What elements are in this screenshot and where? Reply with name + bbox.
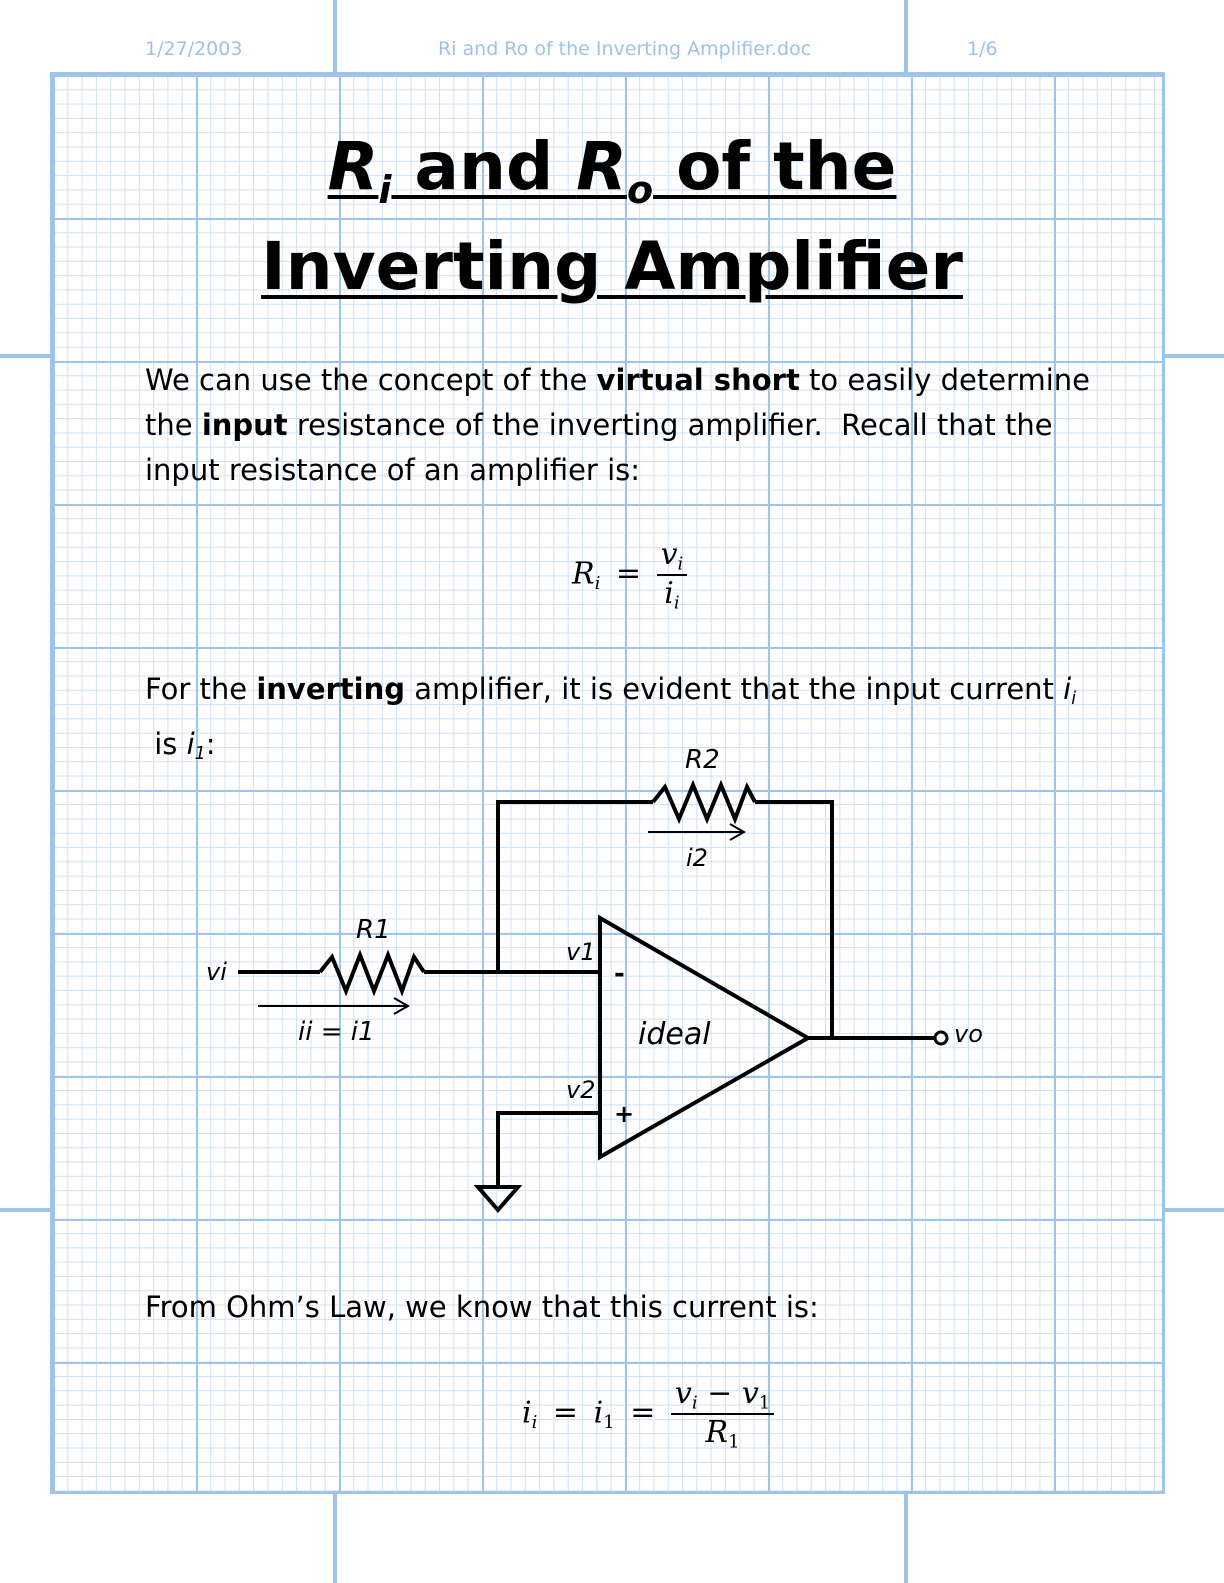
label-ideal: ideal	[638, 1017, 711, 1052]
para1-text-1: We can use the concept of the	[145, 363, 597, 397]
eq2-i-sub: i	[531, 1411, 538, 1433]
resistor-r1-icon	[320, 955, 424, 991]
eq2-i1-sub: 1	[603, 1411, 615, 1433]
para2-text-4: :	[205, 727, 216, 762]
para2-var-i: i	[1063, 672, 1072, 706]
para2-text-3: is	[145, 727, 187, 762]
eq1-den-sub: i	[673, 592, 680, 614]
para1-text-3: resistance of the inverting amplifier. Recall that the input resistance of an amplifier is:	[145, 408, 1062, 487]
label-minus: -	[614, 959, 625, 989]
header-date: 1/27/2003	[145, 38, 243, 60]
eq1-num-sub: i	[677, 553, 684, 575]
eq1-num-v: v	[660, 537, 678, 572]
para2-bold-inverting: inverting	[256, 672, 406, 706]
eq2-num-v1: v	[741, 1376, 759, 1411]
output-terminal-icon	[935, 1032, 947, 1044]
eq1-equals: =	[615, 556, 642, 592]
title-sub-o: o	[627, 168, 654, 212]
page-title-line2: Inverting Amplifier	[261, 228, 963, 305]
para1-bold-virtual-short: virtual short	[596, 363, 800, 397]
eq2-den-r: R	[705, 1415, 729, 1451]
title-rest: of the	[653, 128, 897, 205]
eq2-num-minus: −	[697, 1376, 742, 1411]
label-vi: vi	[206, 958, 227, 986]
para2-text-1: For the	[145, 672, 257, 706]
paragraph-ohms-law: From Ohm’s Law, we know that this current is:	[145, 1290, 819, 1324]
equation-ohms-law-current	[522, 1376, 774, 1453]
label-ii-equals-i1: ii = i1	[298, 1017, 375, 1047]
eq2-numerator	[671, 1376, 774, 1415]
para1-bold-input: input	[201, 408, 288, 442]
ground-icon	[478, 1187, 518, 1210]
title-and: and	[391, 128, 577, 205]
para2-var-i1-sub: 1	[194, 744, 206, 765]
eq2-fraction	[671, 1376, 774, 1453]
para2-var-i-sub: i	[1071, 689, 1077, 710]
title-r: R	[327, 128, 379, 205]
eq2-equals-2: =	[630, 1395, 656, 1431]
eq2-i1: i	[593, 1395, 604, 1431]
ground-wire	[498, 1113, 600, 1187]
eq1-den-i: i	[664, 576, 674, 612]
label-r2: R2	[685, 745, 720, 775]
label-v1: v1	[566, 938, 596, 966]
eq1-lhs-sub: i	[594, 572, 601, 594]
label-v2: v2	[566, 1076, 596, 1104]
header-filename: Ri and Ro of the Inverting Amplifier.doc	[438, 38, 812, 60]
eq2-num-vi: v	[674, 1376, 692, 1411]
header-page-number: 1/6	[967, 38, 998, 60]
title-r2: R	[576, 128, 627, 205]
para1-text-2: to easily determine the	[145, 363, 1090, 442]
eq2-denominator	[671, 1415, 774, 1452]
title-sub-i: i	[378, 168, 392, 212]
eq2-i: i	[522, 1395, 532, 1431]
label-r1: R1	[356, 915, 391, 945]
eq1-lhs: R	[572, 556, 595, 592]
para2-text-2: amplifier, it is evident that the input current	[405, 672, 1064, 706]
label-vo: vo	[954, 1020, 983, 1048]
eq2-equals-1: =	[552, 1395, 579, 1431]
para2-var-i1: i	[186, 727, 195, 762]
eq2-num-vi-sub: i	[691, 1392, 698, 1414]
label-plus: +	[614, 1100, 635, 1128]
feedback-wire-right	[755, 802, 832, 1038]
eq2-den-sub: 1	[728, 1431, 740, 1453]
eq2-num-v1-sub: 1	[758, 1392, 771, 1414]
resistor-r2-icon	[653, 785, 755, 819]
label-i2: i2	[686, 844, 708, 872]
